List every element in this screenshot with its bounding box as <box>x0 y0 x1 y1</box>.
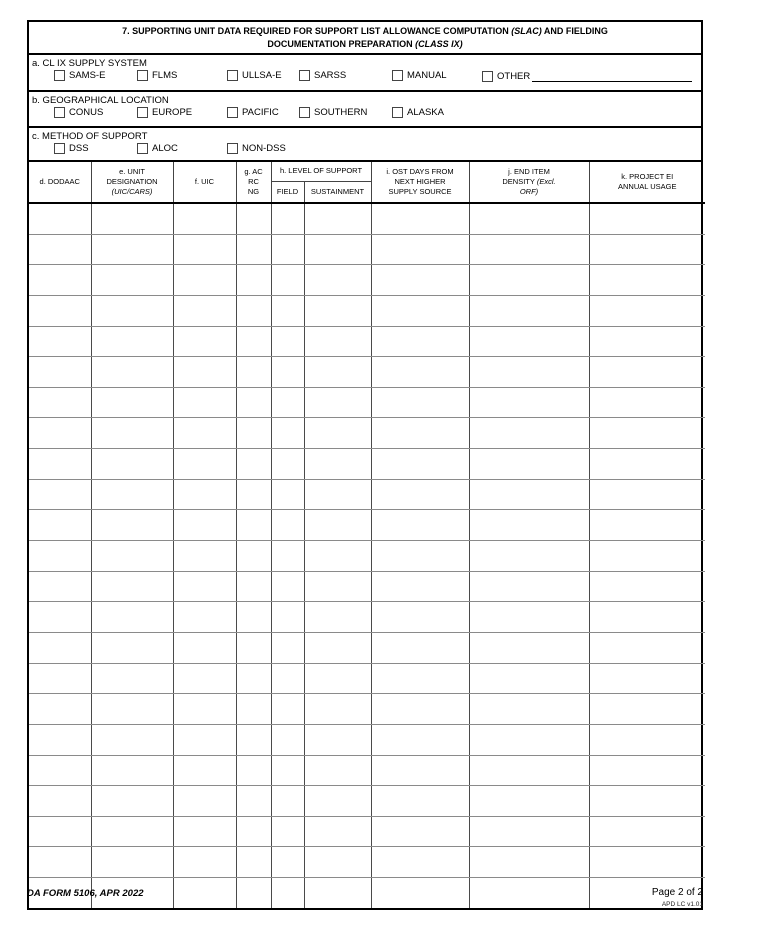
table-cell[interactable] <box>589 663 705 694</box>
checkbox-southern[interactable] <box>299 107 310 118</box>
table-cell[interactable] <box>29 418 91 449</box>
table-cell[interactable] <box>91 265 173 296</box>
table-cell[interactable] <box>304 479 371 510</box>
table-cell[interactable] <box>91 816 173 847</box>
table-cell[interactable] <box>91 357 173 388</box>
table-row <box>29 632 705 663</box>
table-cell[interactable] <box>236 510 271 541</box>
table-row <box>29 510 705 541</box>
table-cell[interactable] <box>271 326 304 357</box>
table-cell[interactable] <box>271 663 304 694</box>
table-cell[interactable] <box>91 632 173 663</box>
table-cell[interactable] <box>469 449 589 480</box>
table-row <box>29 265 705 296</box>
table-cell[interactable] <box>469 816 589 847</box>
checkbox-flms[interactable] <box>137 70 148 81</box>
table-cell[interactable] <box>29 632 91 663</box>
table-cell[interactable] <box>469 602 589 633</box>
table-cell[interactable] <box>236 663 271 694</box>
table-cell[interactable] <box>469 541 589 572</box>
table-cell[interactable] <box>589 449 705 480</box>
title-line-2: DOCUMENTATION PREPARATION (CLASS IX) <box>267 39 463 49</box>
table-cell[interactable] <box>271 357 304 388</box>
table-cell[interactable] <box>29 203 91 234</box>
col-header-project-ei: k. PROJECT EI ANNUAL USAGE <box>589 162 705 203</box>
table-cell[interactable] <box>173 755 236 786</box>
table-cell[interactable] <box>371 816 469 847</box>
table-cell[interactable] <box>91 602 173 633</box>
checkbox-europe[interactable] <box>137 107 148 118</box>
section-geographical-location <box>29 92 701 128</box>
table-cell[interactable] <box>469 326 589 357</box>
table-cell[interactable] <box>304 724 371 755</box>
table-cell[interactable] <box>271 724 304 755</box>
table-cell[interactable] <box>271 694 304 725</box>
table-cell[interactable] <box>371 724 469 755</box>
table-cell[interactable] <box>91 786 173 817</box>
table-cell[interactable] <box>304 203 371 234</box>
table-cell[interactable] <box>304 694 371 725</box>
table-cell[interactable] <box>173 295 236 326</box>
table-cell[interactable] <box>91 449 173 480</box>
table-cell[interactable] <box>589 387 705 418</box>
table-cell[interactable] <box>371 632 469 663</box>
table-cell[interactable] <box>236 755 271 786</box>
table-cell[interactable] <box>29 265 91 296</box>
form-number: DA FORM 5106, APR 2022 <box>27 888 144 899</box>
table-cell[interactable] <box>173 418 236 449</box>
table-cell[interactable] <box>271 295 304 326</box>
table-cell[interactable] <box>173 203 236 234</box>
table-cell[interactable] <box>29 847 91 878</box>
table-cell[interactable] <box>29 602 91 633</box>
table-cell[interactable] <box>304 295 371 326</box>
table-cell[interactable] <box>469 387 589 418</box>
table-cell[interactable] <box>236 847 271 878</box>
table-cell[interactable] <box>236 234 271 265</box>
table-cell[interactable] <box>304 602 371 633</box>
table-cell[interactable] <box>173 357 236 388</box>
table-cell[interactable] <box>236 357 271 388</box>
table-row <box>29 755 705 786</box>
table-cell[interactable] <box>173 510 236 541</box>
option-sarss: SARSS <box>299 70 346 81</box>
method-of-support-options <box>29 143 701 159</box>
table-cell[interactable] <box>91 724 173 755</box>
table-cell[interactable] <box>236 479 271 510</box>
table-cell[interactable] <box>589 357 705 388</box>
table-cell[interactable] <box>173 479 236 510</box>
table-cell[interactable] <box>371 571 469 602</box>
checkbox-dss[interactable] <box>54 143 65 154</box>
table-cell[interactable] <box>173 878 236 908</box>
table-cell[interactable] <box>91 203 173 234</box>
table-cell[interactable] <box>91 326 173 357</box>
table-cell[interactable] <box>29 387 91 418</box>
table-cell[interactable] <box>271 878 304 908</box>
table-cell[interactable] <box>304 571 371 602</box>
table-cell[interactable] <box>236 418 271 449</box>
table-cell[interactable] <box>371 878 469 908</box>
table-cell[interactable] <box>173 663 236 694</box>
col-header-ost-days: i. OST DAYS FROM NEXT HIGHER SUPPLY SOURCE <box>371 162 469 203</box>
table-cell[interactable] <box>29 326 91 357</box>
table-cell[interactable] <box>371 755 469 786</box>
col-header-end-item-density: j. END ITEM DENSITY (Excl. ORF) <box>469 162 589 203</box>
table-cell[interactable] <box>469 510 589 541</box>
option-dss: DSS <box>54 143 89 154</box>
table-cell[interactable] <box>91 387 173 418</box>
table-cell[interactable] <box>173 265 236 296</box>
table-row <box>29 234 705 265</box>
table-row <box>29 326 705 357</box>
table-cell[interactable] <box>371 326 469 357</box>
option-pacific: PACIFIC <box>227 107 279 118</box>
page-indicator: Page 2 of 2 <box>651 887 703 898</box>
table-cell[interactable] <box>236 602 271 633</box>
table-cell[interactable] <box>236 295 271 326</box>
table-cell[interactable] <box>371 295 469 326</box>
table-cell[interactable] <box>304 816 371 847</box>
table-cell[interactable] <box>304 541 371 572</box>
table-cell[interactable] <box>29 295 91 326</box>
checkbox-sams-e[interactable] <box>54 70 65 81</box>
col-header-field: FIELD <box>271 181 304 203</box>
table-cell[interactable] <box>173 387 236 418</box>
table-cell[interactable] <box>173 541 236 572</box>
table-cell[interactable] <box>271 541 304 572</box>
table-cell[interactable] <box>271 571 304 602</box>
table-cell[interactable] <box>469 295 589 326</box>
table-cell[interactable] <box>589 816 705 847</box>
table-cell[interactable] <box>91 663 173 694</box>
table-cell[interactable] <box>29 449 91 480</box>
table-cell[interactable] <box>371 541 469 572</box>
table-cell[interactable] <box>589 632 705 663</box>
table-cell[interactable] <box>304 326 371 357</box>
table-cell[interactable] <box>271 418 304 449</box>
table-cell[interactable] <box>29 663 91 694</box>
table-cell[interactable] <box>91 755 173 786</box>
table-cell[interactable] <box>271 203 304 234</box>
table-cell[interactable] <box>236 786 271 817</box>
table-cell[interactable] <box>91 234 173 265</box>
table-cell[interactable] <box>91 571 173 602</box>
table-row <box>29 203 705 234</box>
other-write-in-line[interactable] <box>532 70 692 82</box>
table-cell[interactable] <box>173 602 236 633</box>
table-cell[interactable] <box>271 632 304 663</box>
table-cell[interactable] <box>173 724 236 755</box>
option-ullsa-e: ULLSA-E <box>227 70 282 81</box>
table-cell[interactable] <box>589 203 705 234</box>
table-cell[interactable] <box>371 847 469 878</box>
table-cell[interactable] <box>371 234 469 265</box>
table-cell[interactable] <box>469 479 589 510</box>
footer-right <box>652 887 703 908</box>
table-cell[interactable] <box>469 357 589 388</box>
table-cell[interactable] <box>173 449 236 480</box>
option-conus: CONUS <box>54 107 103 118</box>
table-cell[interactable] <box>29 479 91 510</box>
col-header-unit-designation: e. UNIT DESIGNATION (UIC/CARS) <box>91 162 173 203</box>
table-cell[interactable] <box>371 694 469 725</box>
table-cell[interactable] <box>589 326 705 357</box>
table-cell[interactable] <box>469 847 589 878</box>
col-header-level-of-support: h. LEVEL OF SUPPORT <box>271 162 371 181</box>
table-row <box>29 357 705 388</box>
table-cell[interactable] <box>371 203 469 234</box>
table-cell[interactable] <box>304 663 371 694</box>
table-cell[interactable] <box>589 571 705 602</box>
option-other: OTHER <box>482 70 692 82</box>
table-cell[interactable] <box>371 510 469 541</box>
table-cell[interactable] <box>236 878 271 908</box>
table-cell[interactable] <box>29 357 91 388</box>
table-cell[interactable] <box>91 418 173 449</box>
table-cell[interactable] <box>29 541 91 572</box>
table-cell[interactable] <box>236 571 271 602</box>
table-cell[interactable] <box>589 265 705 296</box>
table-cell[interactable] <box>304 786 371 817</box>
table-cell[interactable] <box>236 265 271 296</box>
section-method-of-support <box>29 128 701 162</box>
table-cell[interactable] <box>173 234 236 265</box>
checkbox-ullsa-e[interactable] <box>227 70 238 81</box>
table-cell[interactable] <box>29 234 91 265</box>
table-cell[interactable] <box>589 755 705 786</box>
table-row <box>29 479 705 510</box>
option-manual: MANUAL <box>392 70 447 81</box>
table-row <box>29 663 705 694</box>
table-row <box>29 694 705 725</box>
table-cell[interactable] <box>271 786 304 817</box>
table-cell[interactable] <box>29 755 91 786</box>
table-cell[interactable] <box>469 755 589 786</box>
table-cell[interactable] <box>589 847 705 878</box>
table-cell[interactable] <box>589 541 705 572</box>
option-aloc: ALOC <box>137 143 178 154</box>
table-cell[interactable] <box>173 816 236 847</box>
table-cell[interactable] <box>236 541 271 572</box>
section-b-label: b. GEOGRAPHICAL LOCATION <box>32 95 169 106</box>
table-row <box>29 295 705 326</box>
table-cell[interactable] <box>236 632 271 663</box>
table-cell[interactable] <box>91 694 173 725</box>
apd-version: APD LC v1.01 <box>661 901 703 908</box>
table-row <box>29 724 705 755</box>
checkbox-other[interactable] <box>482 71 493 82</box>
table-cell[interactable] <box>91 295 173 326</box>
table-cell[interactable] <box>173 632 236 663</box>
table-cell[interactable] <box>304 387 371 418</box>
table-cell[interactable] <box>91 541 173 572</box>
supply-system-options <box>29 70 701 86</box>
geographical-location-options <box>29 107 701 123</box>
table-cell[interactable] <box>371 387 469 418</box>
table-cell[interactable] <box>271 755 304 786</box>
table-cell[interactable] <box>271 234 304 265</box>
table-cell[interactable] <box>469 786 589 817</box>
table-cell[interactable] <box>304 357 371 388</box>
table-cell[interactable] <box>173 786 236 817</box>
table-cell[interactable] <box>589 234 705 265</box>
table-cell[interactable] <box>371 479 469 510</box>
table-cell[interactable] <box>173 571 236 602</box>
col-header-dodaac: d. DODAAC <box>29 162 91 203</box>
table-cell[interactable] <box>304 632 371 663</box>
table-cell[interactable] <box>29 816 91 847</box>
table-cell[interactable] <box>589 786 705 817</box>
table-cell[interactable] <box>236 724 271 755</box>
table-row <box>29 602 705 633</box>
table-cell[interactable] <box>469 418 589 449</box>
table-cell[interactable] <box>469 694 589 725</box>
table-cell[interactable] <box>91 479 173 510</box>
table-cell[interactable] <box>589 602 705 633</box>
title-line-1: 7. SUPPORTING UNIT DATA REQUIRED FOR SUPPORT LIST ALLOWANCE COMPUTATION (SLAC) AND FIELDING <box>122 26 608 36</box>
table-cell[interactable] <box>589 510 705 541</box>
table-cell[interactable] <box>371 265 469 296</box>
option-non-dss: NON-DSS <box>227 143 286 154</box>
option-sams-e: SAMS-E <box>54 70 105 81</box>
table-cell[interactable] <box>304 418 371 449</box>
table-cell[interactable] <box>29 571 91 602</box>
table-cell[interactable] <box>173 694 236 725</box>
table-cell[interactable] <box>91 847 173 878</box>
table-row <box>29 847 705 878</box>
table-cell[interactable] <box>589 724 705 755</box>
option-flms: FLMS <box>137 70 177 81</box>
checkbox-conus[interactable] <box>54 107 65 118</box>
option-alaska: ALASKA <box>392 107 444 118</box>
option-southern: SOUTHERN <box>299 107 367 118</box>
table-cell[interactable] <box>236 816 271 847</box>
col-header-component: g. AC RC NG <box>236 162 271 203</box>
table-cell[interactable] <box>469 632 589 663</box>
table-cell[interactable] <box>589 479 705 510</box>
table-cell[interactable] <box>371 602 469 633</box>
table-cell[interactable] <box>29 510 91 541</box>
table-cell[interactable] <box>271 449 304 480</box>
col-header-sustainment: SUSTAINMENT <box>304 181 371 203</box>
table-cell[interactable] <box>271 816 304 847</box>
table-cell[interactable] <box>469 265 589 296</box>
table-row <box>29 387 705 418</box>
table-cell[interactable] <box>469 571 589 602</box>
section-c-label: c. METHOD OF SUPPORT <box>32 131 148 142</box>
table-row <box>29 541 705 572</box>
table-cell[interactable] <box>236 326 271 357</box>
col-header-uic: f. UIC <box>173 162 236 203</box>
table-cell[interactable] <box>589 295 705 326</box>
table-cell[interactable] <box>469 234 589 265</box>
table-cell[interactable] <box>304 449 371 480</box>
table-cell[interactable] <box>469 663 589 694</box>
table-cell[interactable] <box>271 510 304 541</box>
table-cell[interactable] <box>91 510 173 541</box>
checkbox-sarss[interactable] <box>299 70 310 81</box>
table-cell[interactable] <box>371 418 469 449</box>
checkbox-pacific[interactable] <box>227 107 238 118</box>
table-cell[interactable] <box>236 203 271 234</box>
table-row <box>29 571 705 602</box>
table-cell[interactable] <box>469 724 589 755</box>
table-cell[interactable] <box>304 755 371 786</box>
table-cell[interactable] <box>304 878 371 908</box>
table-cell[interactable] <box>271 602 304 633</box>
table-cell[interactable] <box>29 724 91 755</box>
table-cell[interactable] <box>589 694 705 725</box>
da-form-5106-page2 <box>27 20 703 910</box>
table-cell[interactable] <box>271 387 304 418</box>
table-cell[interactable] <box>469 203 589 234</box>
table-cell[interactable] <box>29 786 91 817</box>
checkbox-manual[interactable] <box>392 70 403 81</box>
table-cell[interactable] <box>304 510 371 541</box>
table-cell[interactable] <box>469 878 589 908</box>
table-row <box>29 418 705 449</box>
table-cell[interactable] <box>304 847 371 878</box>
table-row <box>29 786 705 817</box>
table-cell[interactable] <box>304 265 371 296</box>
table-row <box>29 449 705 480</box>
supporting-unit-data-table <box>29 162 705 908</box>
table-cell[interactable] <box>236 449 271 480</box>
table-cell[interactable] <box>371 449 469 480</box>
table-cell[interactable] <box>271 847 304 878</box>
checkbox-aloc[interactable] <box>137 143 148 154</box>
table-cell[interactable] <box>173 847 236 878</box>
table-cell[interactable] <box>371 786 469 817</box>
section-7-title <box>29 22 701 55</box>
option-europe: EUROPE <box>137 107 192 118</box>
table-cell[interactable] <box>236 387 271 418</box>
checkbox-non-dss[interactable] <box>227 143 238 154</box>
table-cell[interactable] <box>236 694 271 725</box>
table-cell[interactable] <box>371 357 469 388</box>
checkbox-alaska[interactable] <box>392 107 403 118</box>
table-cell[interactable] <box>29 694 91 725</box>
table-cell[interactable] <box>304 234 371 265</box>
table-cell[interactable] <box>371 663 469 694</box>
section-a-label: a. CL IX SUPPLY SYSTEM <box>32 58 147 69</box>
table-cell[interactable] <box>589 418 705 449</box>
table-cell[interactable] <box>271 479 304 510</box>
table-row <box>29 816 705 847</box>
table-cell[interactable] <box>173 326 236 357</box>
table-cell[interactable] <box>271 265 304 296</box>
section-cl-ix-supply-system <box>29 55 701 92</box>
